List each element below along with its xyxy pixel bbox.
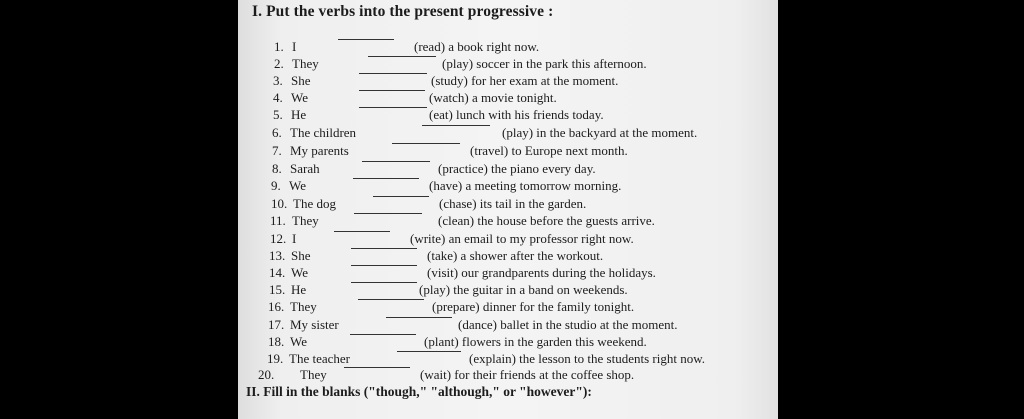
item-subject: My sister — [290, 317, 339, 332]
answer-blank[interactable] — [353, 178, 419, 179]
verb-prompt: (dance) ballet in the studio at the moment. — [458, 317, 678, 332]
exercise-item — [268, 317, 768, 333]
item-number: 11. — [270, 213, 286, 228]
answer-blank[interactable] — [351, 282, 417, 283]
verb-prompt: (eat) lunch with his friends today. — [429, 107, 604, 122]
item-number: 12. — [270, 231, 287, 246]
exercise-item — [269, 248, 769, 264]
exercise-item — [258, 367, 758, 383]
item-subject: I — [292, 231, 297, 246]
item-number: 10. — [271, 196, 288, 211]
item-subject: We — [290, 334, 307, 349]
answer-blank[interactable] — [334, 231, 390, 232]
item-subject: We — [289, 178, 306, 193]
verb-prompt: (visit) our grandparents during the holidays. — [427, 265, 656, 280]
exercise-item — [271, 196, 771, 212]
verb-prompt: (practice) the piano every day. — [438, 161, 596, 176]
exercise-item — [272, 161, 772, 177]
item-number: 8. — [272, 161, 282, 176]
item-number: 3. — [273, 73, 283, 88]
answer-blank[interactable] — [373, 196, 429, 197]
next-section-heading: II. Fill in the blanks ("though," "although," or "however"): — [246, 384, 592, 399]
verb-prompt: (prepare) dinner for the family tonight. — [432, 299, 635, 314]
exercise-item — [267, 351, 767, 367]
exercise-item — [273, 73, 773, 89]
answer-blank[interactable] — [386, 317, 452, 318]
item-number: 19. — [267, 351, 284, 366]
item-subject: He — [291, 282, 307, 297]
answer-blank[interactable] — [351, 265, 417, 266]
verb-prompt: (explain) the lesson to the students right now. — [469, 351, 706, 366]
item-number: 9. — [271, 178, 281, 193]
item-subject: The children — [290, 125, 357, 140]
verb-prompt: (read) a book right now. — [414, 39, 540, 54]
exercise-item — [268, 334, 768, 350]
answer-blank[interactable] — [351, 248, 417, 249]
exercise-item — [271, 178, 771, 194]
item-number: 5. — [273, 107, 283, 122]
item-subject: Sarah — [290, 161, 320, 176]
verb-prompt: (chase) its tail in the garden. — [439, 196, 587, 211]
answer-blank[interactable] — [359, 90, 425, 91]
verb-prompt: (study) for her exam at the moment. — [431, 73, 619, 88]
verb-prompt: (wait) for their friends at the coffee shop. — [420, 367, 635, 382]
item-number: 15. — [269, 282, 286, 297]
item-subject: He — [291, 107, 307, 122]
item-number: 14. — [269, 265, 286, 280]
exercise-item — [270, 231, 770, 247]
answer-blank[interactable] — [397, 351, 461, 352]
answer-blank[interactable] — [344, 367, 410, 368]
section-heading: I. Put the verbs into the present progressive : — [252, 3, 554, 20]
worksheet-page — [238, 0, 778, 419]
item-subject: She — [291, 248, 311, 263]
exercise-item — [270, 213, 770, 229]
item-subject: They — [292, 56, 319, 71]
answer-blank[interactable] — [392, 143, 460, 144]
item-subject: The teacher — [289, 351, 350, 366]
answer-blank[interactable] — [358, 299, 424, 300]
verb-prompt: (plant) flowers in the garden this weekend. — [424, 334, 647, 349]
item-subject: She — [291, 73, 311, 88]
item-subject: My parents — [290, 143, 349, 158]
verb-prompt: (play) in the backyard at the moment. — [502, 125, 698, 140]
verb-prompt: (travel) to Europe next month. — [470, 143, 628, 158]
item-subject: We — [291, 265, 308, 280]
item-number: 18. — [268, 334, 285, 349]
exercise-item — [269, 282, 769, 298]
item-number: 13. — [269, 248, 286, 263]
item-subject: They — [290, 299, 317, 314]
verb-prompt: (write) an email to my professor right now. — [410, 231, 634, 246]
answer-blank[interactable] — [362, 161, 430, 162]
exercise-item — [274, 39, 774, 55]
answer-blank[interactable] — [422, 125, 490, 126]
item-number: 16. — [268, 299, 285, 314]
answer-blank[interactable] — [350, 334, 416, 335]
item-subject: We — [291, 90, 308, 105]
item-subject: The dog — [293, 196, 336, 211]
answer-blank[interactable] — [359, 73, 427, 74]
verb-prompt: (play) the guitar in a band on weekends. — [419, 282, 628, 297]
item-number: 4. — [273, 90, 283, 105]
exercise-item — [274, 56, 774, 72]
item-number: 17. — [268, 317, 285, 332]
item-number: 2. — [274, 56, 284, 71]
item-number: 20. — [258, 367, 275, 382]
verb-prompt: (watch) a movie tonight. — [429, 90, 557, 105]
verb-prompt: (play) soccer in the park this afternoon. — [442, 56, 647, 71]
item-number: 7. — [272, 143, 282, 158]
item-number: 6. — [272, 125, 282, 140]
verb-prompt: (take) a shower after the workout. — [427, 248, 604, 263]
verb-prompt: (clean) the house before the guests arrive. — [438, 213, 655, 228]
exercise-item — [272, 125, 772, 141]
exercise-item — [268, 299, 768, 315]
item-number: 1. — [274, 39, 284, 54]
answer-blank[interactable] — [354, 213, 422, 214]
item-subject: They — [300, 367, 327, 382]
exercise-item — [272, 143, 772, 159]
answer-blank[interactable] — [359, 107, 427, 108]
item-subject: They — [292, 213, 319, 228]
exercise-item — [273, 90, 773, 106]
exercise-item — [269, 265, 769, 281]
verb-prompt: (have) a meeting tomorrow morning. — [429, 178, 622, 193]
exercise-item — [273, 107, 773, 123]
item-subject: I — [292, 39, 297, 54]
answer-blank[interactable] — [368, 56, 436, 57]
answer-blank[interactable] — [338, 39, 394, 40]
